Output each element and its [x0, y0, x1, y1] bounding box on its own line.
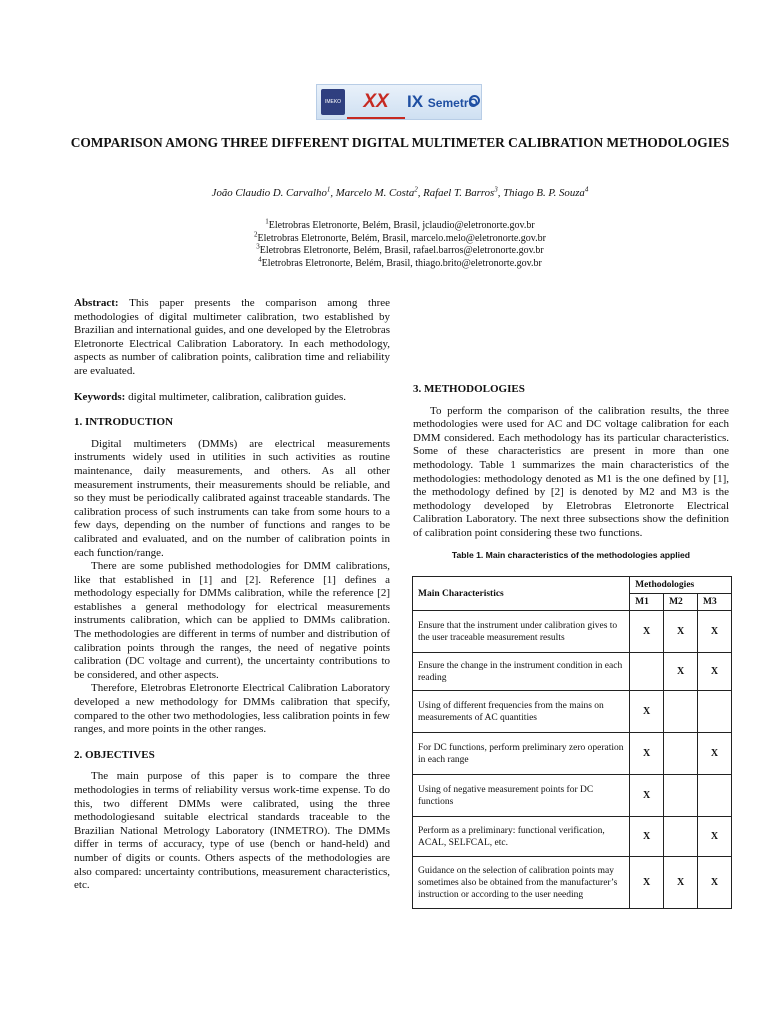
table-cell: X	[664, 653, 698, 691]
table-cell	[664, 775, 698, 817]
section-heading-methodologies-visible: 3. METHODOLOGIES	[413, 383, 525, 395]
author-name: João Claudio D. Carvalho	[211, 187, 327, 199]
table-cell	[698, 775, 732, 817]
table-cell: Guidance on the selection of calibration points may sometimes also be obtained from the manufacturer’s instruction or according to the user needing	[413, 857, 630, 909]
table-cell	[664, 733, 698, 775]
table-row	[413, 775, 732, 817]
left-column	[74, 297, 390, 893]
paragraph: Digital multimeters (DMMs) are electrical measurements instruments widely used in utilities in such activities as routine maintenance, daily measurements, and others. As all other measurement instruments, their measurements should be reliable, and so they must be periodically calibrated against traceable standards. The calibration process of such instruments can take from some hours to a few days, depending on the number of functions and ranges to be calibrated and evaluated, and on the number of calibration points in each function/range.	[74, 437, 390, 559]
affiliation-line: $^4$Eletrobras Eletronorte, Belém, Brasil, thiago.brito@eletronorte.gov.br	[258, 255, 542, 269]
right-column-text	[413, 383, 729, 909]
paragraph: There are some published methodologies for DMM calibrations, like that established in [1] and [2]. Reference [1] defines a methodology especially for DMMs calibration, while the reference [2] establishes a general methodology for electrical measurements instruments calibration, which can be applied to DMMs calibration. The methodologies are different in terms of number and distribution of calibration points through the ranges, the need of negative points calibration (DC voltage and current), the uncertainty contributions to be considered, and other aspects.	[74, 560, 390, 681]
table-cell: Ensure the change in the instrument condition in each reading	[413, 653, 630, 691]
table-cell: X	[698, 733, 732, 775]
table-cell: Using of different frequencies from the mains on measurements of AC quantities	[413, 691, 630, 733]
table-row	[413, 857, 732, 909]
table-cell	[664, 817, 698, 857]
affiliation-list	[200, 217, 600, 270]
table-cell: X	[698, 857, 732, 909]
author-list: João Claudio D. Carvalho$^1$, Marcelo M. Costa$^2$, Rafael T. Barros$^3$, Thiago B. P. Souza$^4$	[211, 185, 589, 199]
table-row	[413, 611, 732, 653]
table-row	[413, 817, 732, 857]
imeko-logo: IMEKO	[321, 89, 345, 115]
table-cell: X	[630, 733, 664, 775]
semetro-logo: IX SemetrO	[407, 92, 478, 111]
paper-title: COMPARISON AMONG THREE DIFFERENT DIGITAL MULTIMETER CALIBRATION METHODOLOGIES	[70, 135, 730, 150]
table-header-row	[413, 577, 732, 594]
keywords: Keywords: digital multimeter, calibration, calibration guides.	[74, 390, 347, 403]
section-heading-objectives: 2. OBJECTIVES	[74, 748, 155, 761]
congress-logo: XX	[347, 87, 405, 119]
table-header-m1: M1	[630, 594, 664, 611]
table-cell: X	[698, 653, 732, 691]
table-cell: X	[630, 775, 664, 817]
table-cell: X	[630, 857, 664, 909]
table-cell	[630, 653, 664, 691]
table-cell: Ensure that the instrument under calibration gives to the user traceable measurement results	[413, 611, 630, 653]
methodology-table	[412, 576, 732, 909]
table-header-group: Methodologies	[630, 577, 732, 594]
table-cell	[698, 691, 732, 733]
affiliation-line: $^2$Eletrobras Eletronorte, Belém, Brasil, marcelo.melo@eletronorte.gov.br	[254, 230, 546, 244]
affiliation-line: $^1$Eletrobras Eletronorte, Belém, Brasil, jclaudio@eletronorte.gov.br	[265, 217, 535, 231]
table-header-main: Main Characteristics	[413, 577, 630, 611]
author-name: Marcelo M. Costa	[335, 187, 415, 199]
author-name: Thiago B. P. Souza	[503, 187, 585, 199]
paragraph: To perform the comparison of the calibration results, the three methodologies were used for AC and DC voltage calibration for each DMM considered. Each methodology has its particular characteristics. Some of these characteristics are present in more than one methodology. Table 1 summarizes the main characteristics of the methodologies: methodology denoted as M1 is the one defined by [1], the methodology defined by [2] is denoted by M2 and M3 is the methodology developed by Eletrobras Eletronorte Electrical Calibration Laboratory. The next three subsections show the definition of calibration point considering these two functions.	[413, 404, 729, 539]
table-cell: For DC functions, perform preliminary zero operation in each range	[413, 733, 630, 775]
table-header-m2: M2	[664, 594, 698, 611]
table-caption: Table 1. Main characteristics of the methodologies applied	[451, 549, 691, 560]
table-cell: X	[698, 817, 732, 857]
table-row	[413, 653, 732, 691]
table-cell: Using of negative measurement points for DC functions	[413, 775, 630, 817]
section-heading-introduction: 1. INTRODUCTION	[74, 416, 174, 429]
paragraph: The main purpose of this paper is to compare the three methodologies in terms of reliability versus work-time expense. To do this, two different DMMs were calibrated, using the three methodologiesand suitable electrical standards traceable to the Brazilian National Metrology Laboratory (INMETRO). The DMMs differ in terms of accuracy, type of use (bench or hand-held) and number of digits or counts. Others aspects of the methodologies are also compared: uncertainty contributions, measurement characteristics, etc.	[74, 770, 390, 892]
paragraph: Therefore, Eletrobras Eletronorte Electrical Calibration Laboratory developed a new methodology for DMMs calibration that specify, compared to the other two methodologies, less calibration points in few ranges, and more points in the other ranges.	[74, 682, 390, 736]
table-cell	[664, 691, 698, 733]
table-cell: Perform as a preliminary: functional verification, ACAL, SELFCAL, etc.	[413, 817, 630, 857]
abstract: Abstract: This paper presents the comparison among three methodologies of digital multimeter calibration, two established by Brazilian and international guides, and one developed by the Eletrobras Eletronorte Electrical Calibration Laboratory. In each methodology, aspects as number of calibration points, calibration time and reliability are evaluated.	[74, 297, 390, 377]
table-cell: X	[664, 857, 698, 909]
table-row	[413, 691, 732, 733]
table-cell: X	[630, 817, 664, 857]
table-cell: X	[698, 611, 732, 653]
conference-logo	[316, 84, 482, 120]
table-cell: X	[630, 691, 664, 733]
table-header-m3: M3	[698, 594, 732, 611]
author-name: Rafael T. Barros	[423, 187, 495, 199]
table-cell: X	[630, 611, 664, 653]
table-row	[413, 733, 732, 775]
affiliation-line: $^3$Eletrobras Eletronorte, Belém, Brasil, rafael.barros@eletronorte.gov.br	[256, 242, 544, 256]
semetro-ring-icon	[469, 95, 480, 106]
table-cell: X	[664, 611, 698, 653]
